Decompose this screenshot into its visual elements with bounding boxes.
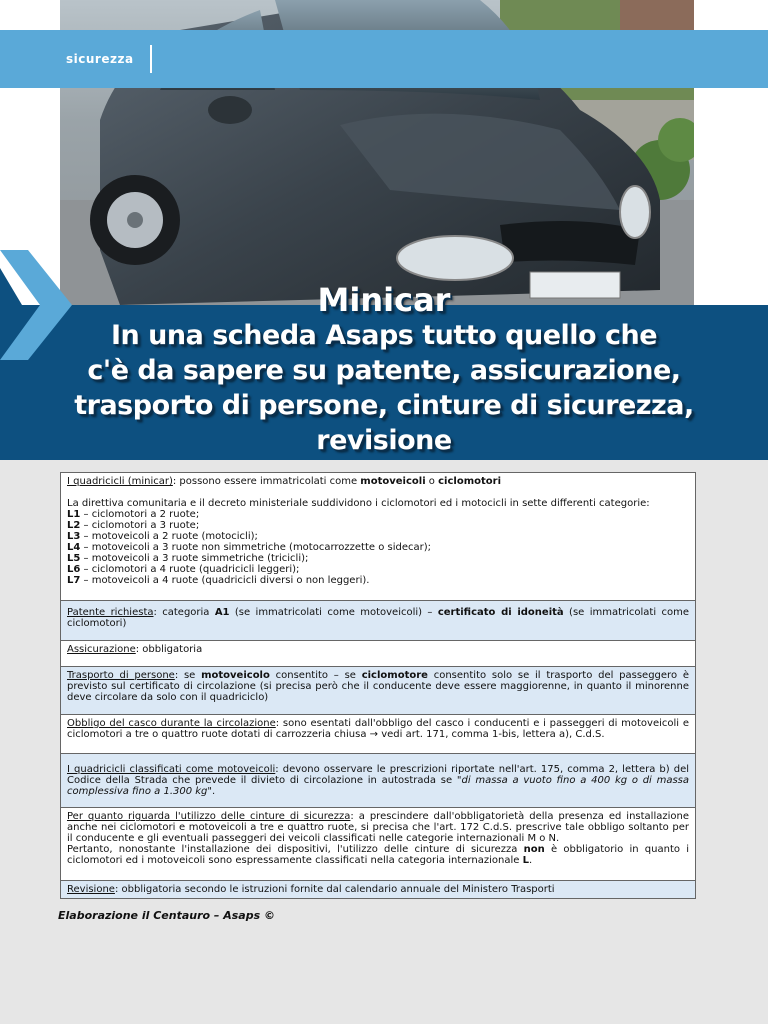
title-main: Minicar — [317, 281, 451, 319]
category-item: L2 – ciclomotori a 3 ruote; — [67, 520, 200, 531]
row-quadricicli-heading: I quadricicli (minicar): possono essere immatricolati come motoveicoli o ciclomotori — [67, 476, 501, 487]
row-quadricicli — [61, 473, 695, 600]
credit-line: Elaborazione il Centauro – Asaps © — [58, 909, 275, 922]
section-label: sicurezza — [66, 52, 134, 66]
row-quadricicli-intro: La direttiva comunitaria e il decreto ministeriale suddividono i ciclomotori ed i motocicli in sette differenti categorie: — [67, 498, 650, 509]
row-motoveicoli: I quadricicli classificati come motoveicoli: devono osservare le prescrizioni riportate nell'art. 175, comma 2, lettera b) del Codice della Strada che prevede il divieto di circolazione in autostrada se "di massa a vuoto fino a 400 kg o di massa complessiva fino a 1.300 kg". — [61, 753, 695, 807]
row-casco: Obbligo del casco durante la circolazione: sono esentati dall'obbligo del casco i conducenti e i passeggeri di motoveicoli e ciclomotori a tre o quattro ruote dotati di carrozzeria chiusa → vedi art. 171, comma 1-bis, lettera a), C.d.S. — [61, 714, 695, 753]
row-patente: Patente richiesta: categoria A1 (se immatricolati come motoveicoli) – certificato di idoneità (se immatricolati come ciclomotori) — [61, 600, 695, 640]
category-item: L4 – motoveicoli a 3 ruote non simmetriche (motocarrozzette o sidecar); — [67, 542, 432, 553]
row-revisione: Revisione: obbligatoria secondo le istruzioni fornite dal calendario annuale del Ministero Trasporti — [61, 880, 695, 898]
category-list — [67, 509, 689, 586]
info-table — [60, 472, 696, 899]
row-assicurazione: Assicurazione: obbligatoria — [61, 640, 695, 666]
row-topic: I quadricicli (minicar) — [67, 476, 173, 487]
category-item: L5 – motoveicoli a 3 ruote simmetriche (tricicli); — [67, 553, 309, 564]
category-item: L3 – motoveicoli a 2 ruote (motocicli); — [67, 531, 258, 542]
section-divider — [150, 45, 152, 73]
title-line-2: c'è da sapere su patente, assicurazione, — [87, 355, 681, 386]
title-line-1: In una scheda Asaps tutto quello che — [110, 320, 658, 351]
title-line-3: trasporto di persone, cinture di sicurezza, — [74, 390, 694, 421]
title-line-4: revisione — [316, 425, 452, 456]
category-item: L7 – motoveicoli a 4 ruote (quadricicli diversi o non leggeri). — [67, 575, 370, 586]
row-trasporto: Trasporto di persone: se motoveicolo consentito – se ciclomotore consentito solo se il trasporto del passeggero è previsto sul certificato di circolazione (si precisa però che il conducente deve essere maggiorenne, in quanto il minorenne deve circolare da solo con il quadriciclo) — [61, 666, 695, 714]
category-item: L6 – ciclomotori a 4 ruote (quadricicli leggeri); — [67, 564, 300, 575]
row-cinture: Per quanto riguarda l'utilizzo delle cinture di sicurezza: a prescindere dall'obbligatorietà della presenza ed installazione anche nei ciclomotori e motoveicoli a tre e quattro ruote, si precisa che l'art. 172 C.d.S. prescrive tale obbligo soltanto per il conducente e gli eventuali passeggeri dei veicoli classificati nelle categorie internazionali M o N. Pertanto, nonostante l'installazione dei dispositivi, l'utilizzo delle cinture di sicurezza non è obbligatorio in quanto i ciclomotori ed i motoveicoli sono espressamente classificati nella categoria internazionale L. — [61, 807, 695, 880]
article-title — [30, 282, 738, 458]
category-item: L1 – ciclomotori a 2 ruote; — [67, 509, 200, 520]
arrow-right-icon: → — [369, 729, 379, 740]
